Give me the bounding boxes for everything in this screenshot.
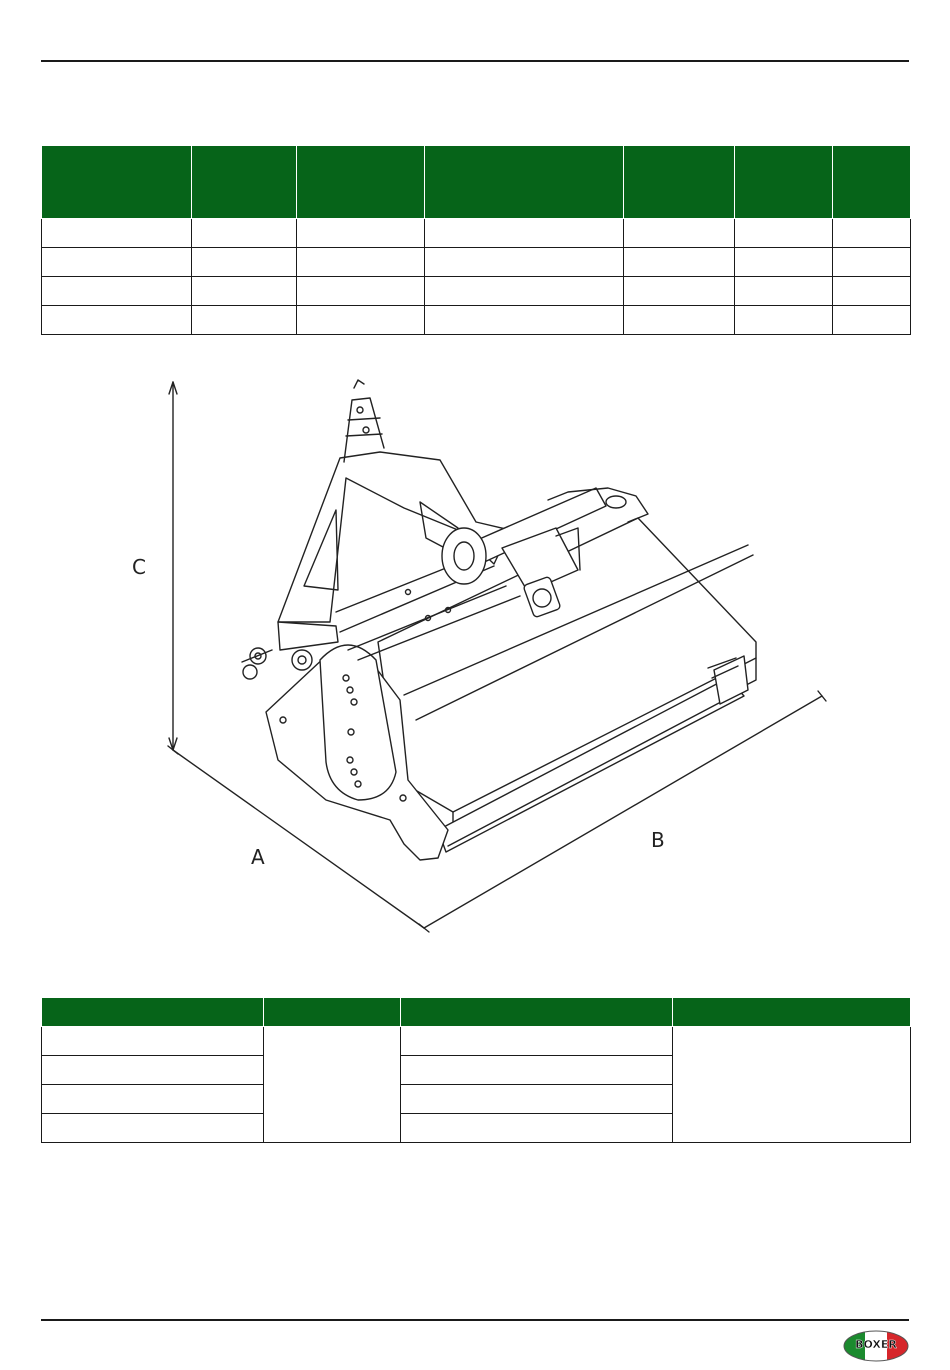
lower-header-cell [264, 998, 401, 1027]
dimension-label-a: A [251, 845, 265, 869]
lower-header-cell [42, 998, 264, 1027]
specs-header-cell [425, 146, 624, 219]
specs-header-cell [624, 146, 735, 219]
logo-text: BOXER [855, 1338, 897, 1351]
lower-table [41, 997, 911, 1143]
footer-rule [41, 1319, 909, 1321]
dimension-label-b: B [651, 828, 665, 852]
dimension-label-c: C [132, 555, 146, 579]
boxer-logo [843, 1330, 909, 1362]
table-row [42, 219, 911, 248]
table-row [42, 306, 911, 335]
specs-header-cell [297, 146, 425, 219]
specs-header-cell [42, 146, 192, 219]
dimension-c-line [169, 382, 177, 750]
table-row [42, 248, 911, 277]
rotary-tiller-drawing [108, 360, 844, 956]
specs-table-header [42, 146, 911, 219]
header-rule [41, 60, 909, 62]
specs-header-cell [192, 146, 297, 219]
specs-header-cell [735, 146, 833, 219]
lower-header-cell [673, 998, 911, 1027]
lower-header-cell [401, 998, 673, 1027]
specs-table [41, 145, 911, 335]
table-row [42, 1027, 911, 1056]
lower-table-header [42, 998, 911, 1027]
table-row [42, 277, 911, 306]
specs-header-cell [833, 146, 911, 219]
